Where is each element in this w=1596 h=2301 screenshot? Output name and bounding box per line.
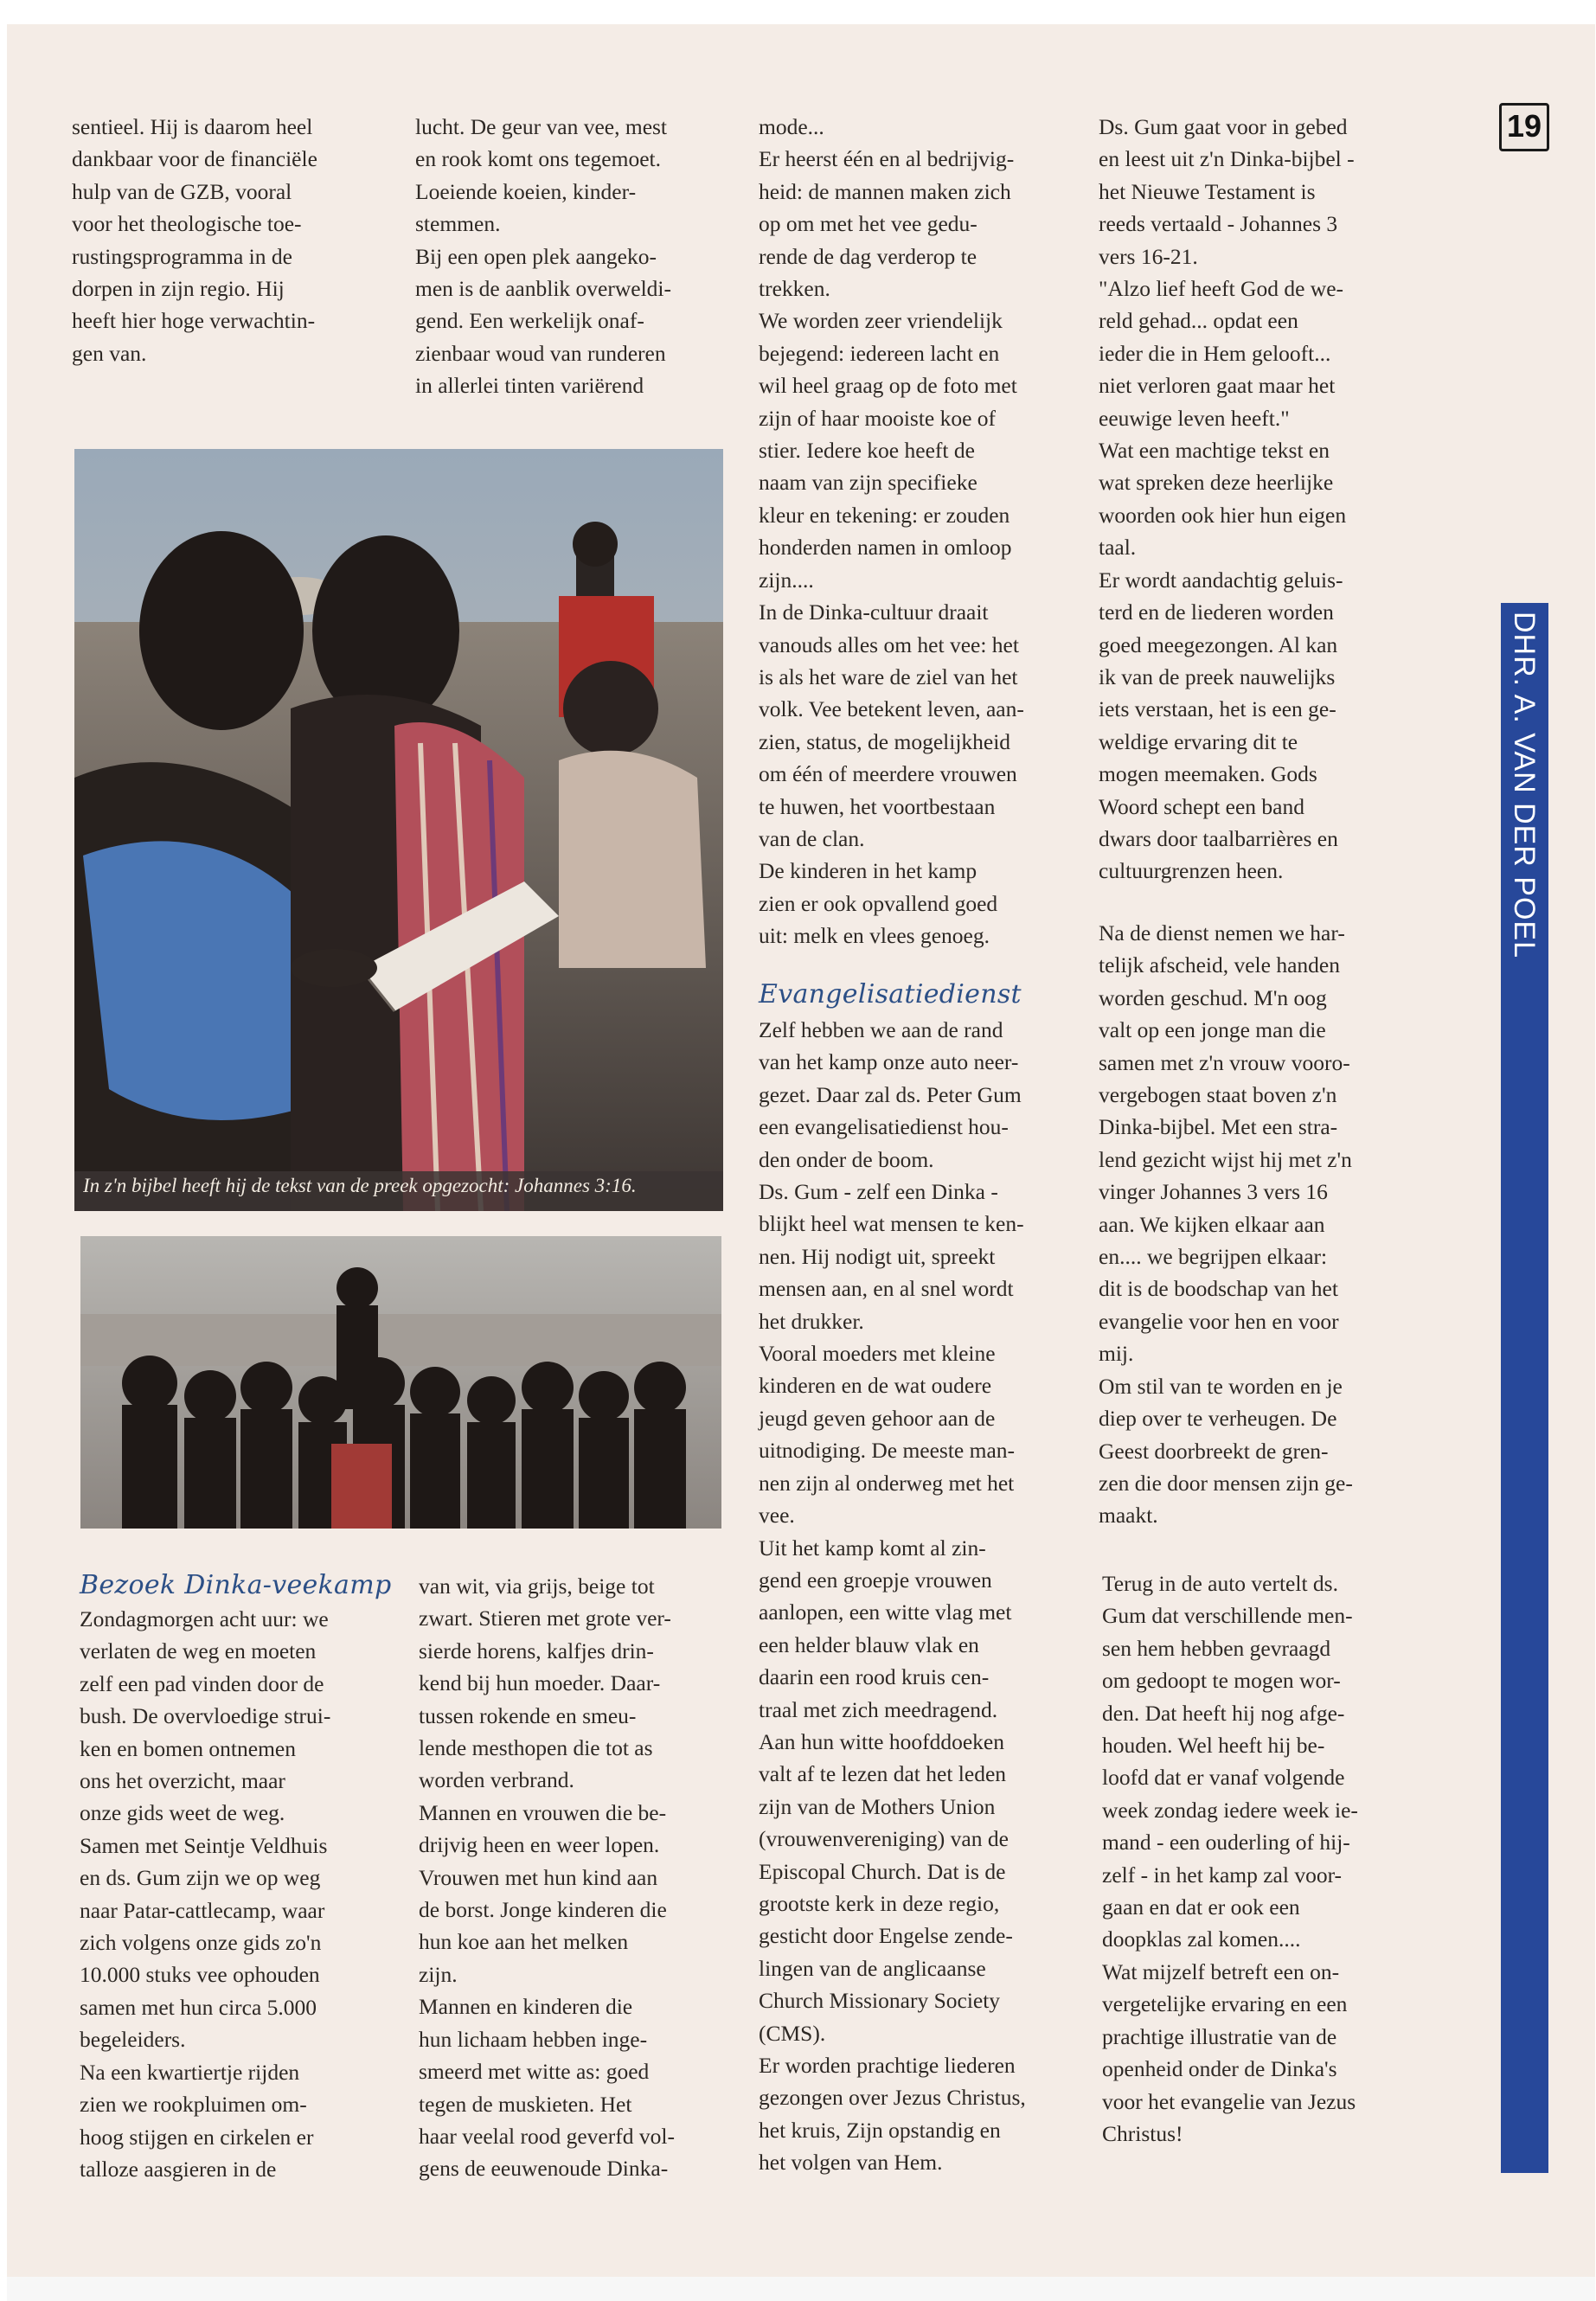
- author-side-label: DHR. A. VAN DER POEL: [1508, 612, 1541, 959]
- heading-evangelisatiedienst: Evangelisatiedienst: [759, 979, 1022, 1009]
- column-4-text-b: Na de dienst nemen we har- telijk afscheid, vele handen worden geschud. M'n oog valt op een jonge man die samen met z'n vrouw vooro- vergebogen staat boven z'n Dinka-bijbel. Met een stra- lend gezicht wijst hij met z'n vinger Johannes 3 vers 16 aan. We kijken elkaar aan en.... we begrijpen elkaar: dit is de boodschap van het evangelie voor hen en voor mij. Om stil van te worden en je diep over te verheugen. De Geest doorbreekt de gren- zen die door mensen zijn ge- maakt.: [1099, 920, 1353, 1529]
- column-1-top-text: sentieel. Hij is daarom heel dankbaar voor de financiële hulp van de GZB, vooral voor het theologische toe- rustingsprogramma in de dorpen in zijn regio. Hij heeft hier hoge verwachtin- gen van.: [72, 114, 317, 366]
- photo-man-reading-bible: [74, 449, 723, 1211]
- heading-bezoek-dinka-veekamp: Bezoek Dinka-veekamp: [80, 1570, 392, 1600]
- column-4-text-a: Ds. Gum gaat voor in gebed en leest uit z'n Dinka-bijbel - het Nieuwe Testament is reeds vertaald - Johannes 3 vers 16-21. "Alzo lief heeft God de we- reld gehad... opdat een ieder die in Hem gelooft... niet verloren gaat maar het eeuwige leven heeft." Wat een machtige tekst en wat spreken deze heerlijke woorden ook hier hun eigen taal. Er wordt aandachtig geluis- terd en de liederen worden goed meegezongen. Al kan ik van de preek nauwelijks iets verstaan, het is een ge- weldige ervaring dit te mogen meemaken. Gods Woord schept een band dwars door taalbarrières en cultuurgrenzen heen.: [1099, 114, 1355, 884]
- column-3-top-text: mode... Er heerst één en al bedrijvig- heid: de mannen maken zich op om met het vee gedu- rende de dag verderop te trekken. We worden zeer vriendelijk bejegend: iedereen lacht en wil heel graag op de foto met zijn of haar mooiste koe of stier. Iedere koe heeft de naam van zijn specifieke kleur en tekening: er zouden honderden namen in omloop zijn.... In de Dinka-cultuur draait vanouds alles om het vee: het is als het ware de ziel van het volk. Vee betekent leven, aan- zien, status, de mogelijkheid om één of meerdere vrouwen te huwen, het voortbestaan van de clan. De kinderen in het kamp zien er ook opvallend goed uit: melk en vlees genoeg.: [759, 114, 1024, 949]
- photo-2-illustration: [80, 1236, 721, 1529]
- page-number: 19: [1499, 103, 1549, 151]
- photo-children-in-camp: [80, 1236, 721, 1529]
- photo-1-illustration: [74, 449, 723, 1211]
- column-2-bottom-text: van wit, via grijs, beige tot zwart. Stieren met grote ver- sierde horens, kalfjes drin- kend bij hun moeder. Daar- tussen rokende en smeu- lende mesthopen die tot as worden verbrand. Mannen en vrouwen die be- drijvig heen en weer lopen. Vrouwen met hun kind aan de borst. Jonge kinderen die hun koe aan het melken zijn. Mannen en kinderen die hun lichaam hebben inge- smeerd met witte as: goed tegen de muskieten. Het haar veelal rood geverfd vol- gens de eeuwenoude Dinka-: [419, 1574, 675, 2182]
- column-2-top-text: lucht. De geur van vee, mest en rook komt ons tegemoet. Loeiende koeien, kinder- stemmen. Bij een open plek aangeko- men is de aanblik overweldi- gend. Een werkelijk onaf- zienbaar woud van runderen in allerlei tinten variërend: [415, 114, 671, 399]
- column-4-text-c: Terug in de auto vertelt ds. Gum dat verschillende men- sen hem hebben gevraagd om gedoopt te mogen wor- den. Dat heeft hij nog afge- houden. Wel heeft hij be- loofd dat er vanaf volgende week zondag iedere week ie- mand - een ouderling of hij- zelf - in het kamp zal voor- gaan en dat er ook een doopklas zal komen.... Wat mijzelf betreft een on- vergetelijke ervaring en een prachtige illustratie van de openheid onder de Dinka's voor het evangelie van Jezus Christus!: [1102, 1571, 1358, 2146]
- column-3-bottom-text: Zelf hebben we aan de rand van het kamp onze auto neer- gezet. Daar zal ds. Peter Gum een evangelisatiedienst hou- den onder de boom. Ds. Gum - zelf een Dinka - blijkt heel wat mensen te ken- nen. Hij nodigt uit, spreekt mensen aan, en al snel wordt het drukker. Vooral moeders met kleine kinderen en de wat oudere jeugd geven gehoor aan de uitnodiging. De meeste man- nen zijn al onderweg met het vee. Uit het kamp komt al zin- gend een groepje vrouwen aanlopen, een witte vlag met een helder blauw vlak en daarin een rood kruis cen- traal met zich meedragend. Aan hun witte hoofddoeken valt af te lezen dat het leden zijn van de Mothers Union (vrouwenvereniging) van de Episcopal Church. Dat is de grootste kerk in deze regio, gesticht door Engelse zende- lingen van de anglicaanse Church Missionary Society (CMS). Er worden prachtige liederen gezongen over Jezus Christus, het kruis, Zijn opstandig en het volgen van Hem.: [759, 1017, 1026, 2176]
- column-1-bottom-text: Zondagmorgen acht uur: we verlaten de weg en moeten zelf een pad vinden door de bush. De overvloedige strui- ken en bomen ontnemen ons het overzicht, maar onze gids weet de weg. Samen met Seintje Veldhuis en ds. Gum zijn we op weg naar Patar-cattlecamp, waar zich volgens onze gids zo'n 10.000 stuks vee ophouden samen met hun circa 5.000 begeleiders. Na een kwartiertje rijden zien we rookpluimen om- hoog stijgen en cirkelen er talloze aasgieren in de: [80, 1606, 331, 2182]
- page-edge: [7, 2277, 1595, 2301]
- photo-caption: In z'n bijbel heeft hij de tekst van de preek opgezocht: Johannes 3:16.: [83, 1175, 637, 1196]
